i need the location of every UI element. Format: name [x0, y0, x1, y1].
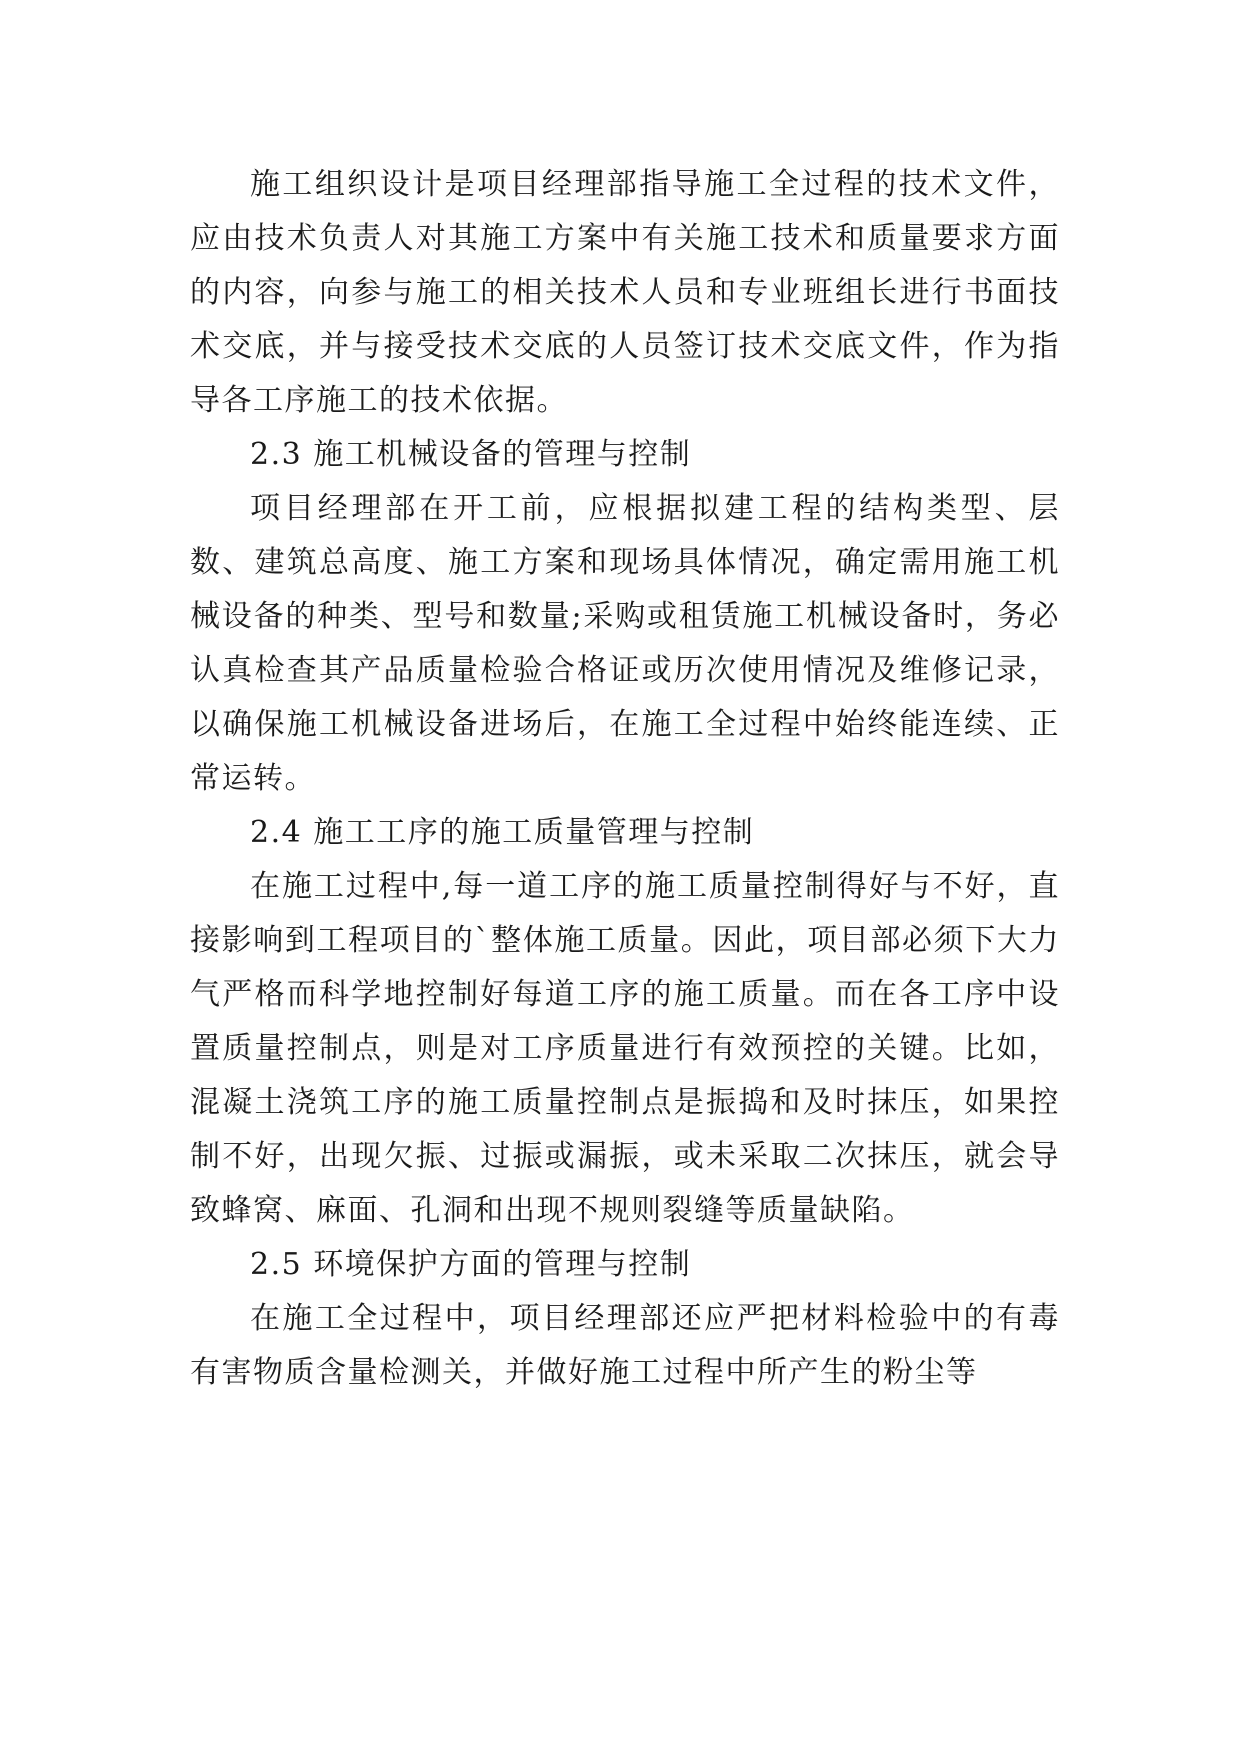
document-body: [190, 158, 1060, 1400]
paragraph-machinery-equipment: 项目经理部在开工前，应根据拟建工程的结构类型、层数、建筑总高度、施工方案和现场具体情况，确定需用施工机械设备的种类、型号和数量;采购或租赁施工机械设备时，务必认真检查其产品质量检验合格证或历次使用情况及维修记录，以确保施工机械设备进场后，在施工全过程中始终能连续、正常运转。: [190, 491, 1060, 796]
section-heading-2-4: 2.4 施工工序的施工质量管理与控制: [250, 815, 755, 850]
paragraph-construction-design: 施工组织设计是项目经理部指导施工全过程的技术文件，应由技术负责人对其施工方案中有关施工技术和质量要求方面的内容，向参与施工的相关技术人员和专业班组长进行书面技术交底，并与接受技术交底的人员签订技术交底文件，作为指导各工序施工的技术依据。: [190, 167, 1060, 418]
paragraph-process-quality: 在施工过程中,每一道工序的施工质量控制得好与不好，直接影响到工程项目的`整体施工质量。因此，项目部必须下大力气严格而科学地控制好每道工序的施工质量。而在各工序中设置质量控制点，则是对工序质量进行有效预控的关键。比如，混凝土浇筑工序的施工质量控制点是振捣和及时抹压，如果控制不好，出现欠振、过振或漏振，或未采取二次抹压，就会导致蜂窝、麻面、孔洞和出现不规则裂缝等质量缺陷。: [190, 869, 1060, 1228]
section-heading-2-3: 2.3 施工机械设备的管理与控制: [250, 437, 692, 472]
paragraph-environment-protection: 在施工全过程中，项目经理部还应严把材料检验中的有毒有害物质含量检测关，并做好施工过程中所产生的粉尘等: [190, 1301, 1060, 1390]
section-heading-2-5: 2.5 环境保护方面的管理与控制: [250, 1247, 692, 1282]
